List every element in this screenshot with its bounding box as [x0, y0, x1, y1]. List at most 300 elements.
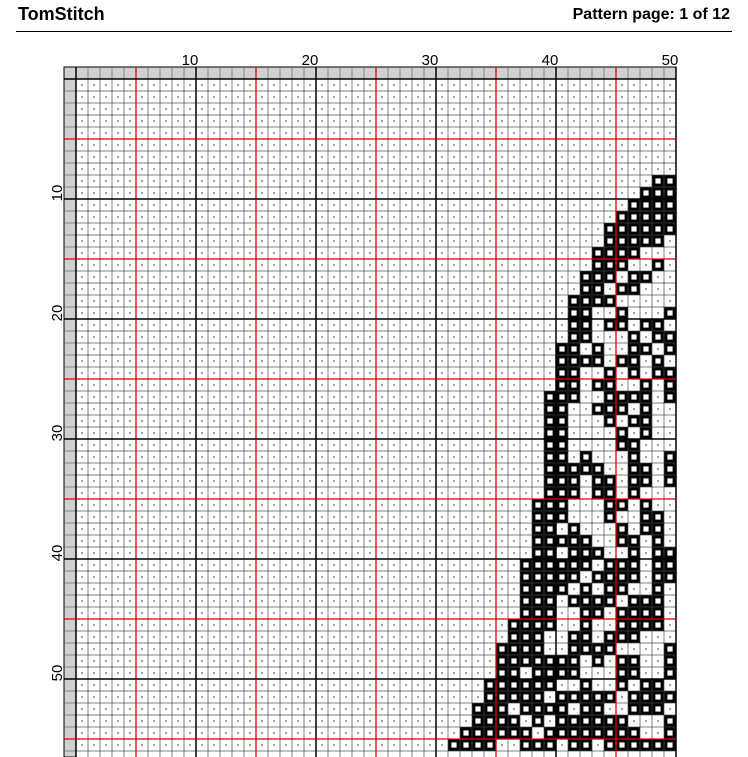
cell-dot	[489, 108, 490, 109]
cell-dot	[309, 396, 310, 397]
cell-dot	[237, 252, 238, 253]
cell-dot	[285, 108, 286, 109]
stitch	[654, 333, 662, 341]
cell-dot	[417, 264, 418, 265]
cell-dot	[621, 168, 622, 169]
cell-dot	[237, 684, 238, 685]
cell-dot	[93, 192, 94, 193]
stitch	[630, 345, 638, 353]
cell-dot	[273, 432, 274, 433]
cell-dot	[165, 588, 166, 589]
cell-dot	[261, 732, 262, 733]
cell-dot	[369, 636, 370, 637]
cell-dot	[213, 612, 214, 613]
cell-dot	[417, 612, 418, 613]
cell-dot	[465, 84, 466, 85]
cell-dot	[513, 396, 514, 397]
cell-dot	[561, 156, 562, 157]
cell-dot	[141, 552, 142, 553]
cell-dot	[405, 192, 406, 193]
cell-dot	[225, 180, 226, 181]
cell-dot	[189, 456, 190, 457]
stitch	[642, 225, 650, 233]
cell-dot	[129, 696, 130, 697]
cell-dot	[213, 120, 214, 121]
cell-dot	[165, 252, 166, 253]
cell-dot	[525, 396, 526, 397]
cell-dot	[177, 204, 178, 205]
column-number-label: 20	[301, 52, 319, 69]
cell-dot	[201, 528, 202, 529]
cell-dot	[249, 468, 250, 469]
cell-dot	[249, 684, 250, 685]
cell-dot	[249, 216, 250, 217]
cell-dot	[453, 564, 454, 565]
cell-dot	[357, 720, 358, 721]
cell-dot	[309, 96, 310, 97]
cell-dot	[585, 120, 586, 121]
cell-dot	[105, 288, 106, 289]
cell-dot	[273, 408, 274, 409]
cell-dot	[513, 324, 514, 325]
cell-dot	[369, 96, 370, 97]
cell-dot	[297, 168, 298, 169]
cell-dot	[477, 396, 478, 397]
cell-dot	[237, 480, 238, 481]
cell-dot	[357, 168, 358, 169]
cell-dot	[225, 576, 226, 577]
cell-dot	[441, 396, 442, 397]
cell-dot	[357, 240, 358, 241]
cell-dot	[645, 96, 646, 97]
cell-dot	[573, 180, 574, 181]
cell-dot	[549, 720, 550, 721]
cell-dot	[405, 144, 406, 145]
cell-dot	[525, 528, 526, 529]
cell-dot	[645, 660, 646, 661]
cell-dot	[141, 312, 142, 313]
cell-dot	[405, 552, 406, 553]
cell-dot	[81, 648, 82, 649]
cell-dot	[333, 276, 334, 277]
cell-dot	[165, 468, 166, 469]
cell-dot	[525, 408, 526, 409]
cell-dot	[261, 96, 262, 97]
cell-dot	[585, 180, 586, 181]
cell-dot	[237, 108, 238, 109]
cell-dot	[573, 240, 574, 241]
cell-dot	[81, 300, 82, 301]
cell-dot	[345, 156, 346, 157]
cell-dot	[309, 264, 310, 265]
cell-dot	[477, 264, 478, 265]
cell-dot	[249, 528, 250, 529]
cell-dot	[273, 444, 274, 445]
cell-dot	[261, 672, 262, 673]
cell-dot	[429, 576, 430, 577]
cell-dot	[189, 540, 190, 541]
stitch	[570, 357, 578, 365]
cell-dot	[477, 384, 478, 385]
cell-dot	[537, 444, 538, 445]
cell-dot	[621, 96, 622, 97]
cell-dot	[309, 708, 310, 709]
cell-dot	[417, 408, 418, 409]
cell-dot	[417, 300, 418, 301]
cell-dot	[585, 156, 586, 157]
cell-dot	[81, 144, 82, 145]
cell-dot	[393, 468, 394, 469]
cell-dot	[201, 360, 202, 361]
cell-dot	[309, 240, 310, 241]
stitch	[582, 357, 590, 365]
cell-dot	[369, 708, 370, 709]
cell-dot	[297, 552, 298, 553]
cell-dot	[321, 324, 322, 325]
cell-dot	[453, 480, 454, 481]
cell-dot	[141, 264, 142, 265]
cell-dot	[441, 144, 442, 145]
cell-dot	[273, 336, 274, 337]
cell-dot	[333, 492, 334, 493]
cell-dot	[453, 252, 454, 253]
cell-dot	[141, 624, 142, 625]
cell-dot	[117, 492, 118, 493]
cell-dot	[117, 84, 118, 85]
cell-dot	[213, 552, 214, 553]
cell-dot	[225, 264, 226, 265]
cell-dot	[633, 312, 634, 313]
cell-dot	[201, 384, 202, 385]
cell-dot	[225, 588, 226, 589]
cell-dot	[225, 624, 226, 625]
cell-dot	[621, 696, 622, 697]
cell-dot	[213, 696, 214, 697]
cell-dot	[117, 204, 118, 205]
stitch	[654, 321, 662, 329]
cell-dot	[561, 612, 562, 613]
stitch	[618, 429, 626, 437]
cell-dot	[441, 420, 442, 421]
cell-dot	[117, 132, 118, 133]
cell-dot	[441, 480, 442, 481]
cell-dot	[285, 240, 286, 241]
stitch	[522, 573, 530, 581]
cell-dot	[453, 528, 454, 529]
cell-dot	[465, 516, 466, 517]
cell-dot	[657, 384, 658, 385]
cell-dot	[657, 156, 658, 157]
cell-dot	[93, 696, 94, 697]
cell-dot	[249, 672, 250, 673]
cell-dot	[333, 216, 334, 217]
stitch	[606, 249, 614, 257]
stitch	[606, 297, 614, 305]
cell-dot	[117, 456, 118, 457]
cell-dot	[297, 660, 298, 661]
cell-dot	[309, 132, 310, 133]
cell-dot	[429, 276, 430, 277]
cell-dot	[141, 84, 142, 85]
cell-dot	[333, 132, 334, 133]
cell-dot	[369, 576, 370, 577]
cell-dot	[177, 348, 178, 349]
stitch	[558, 393, 566, 401]
cell-dot	[273, 252, 274, 253]
cell-dot	[93, 480, 94, 481]
stitch	[654, 213, 662, 221]
cell-dot	[417, 312, 418, 313]
cell-dot	[441, 312, 442, 313]
cell-dot	[117, 420, 118, 421]
cell-dot	[273, 276, 274, 277]
stitch	[618, 441, 626, 449]
cell-dot	[405, 420, 406, 421]
cell-dot	[573, 192, 574, 193]
cell-dot	[153, 444, 154, 445]
cell-dot	[165, 228, 166, 229]
cell-dot	[93, 744, 94, 745]
cell-dot	[657, 96, 658, 97]
stitch	[606, 585, 614, 593]
cell-dot	[597, 108, 598, 109]
cell-dot	[489, 156, 490, 157]
cell-dot	[225, 408, 226, 409]
cell-dot	[165, 696, 166, 697]
stitch	[582, 621, 590, 629]
stitch	[534, 597, 542, 605]
cell-dot	[525, 312, 526, 313]
cell-dot	[297, 720, 298, 721]
cell-dot	[237, 744, 238, 745]
cell-dot	[285, 120, 286, 121]
cell-dot	[381, 240, 382, 241]
cell-dot	[357, 180, 358, 181]
cell-dot	[669, 708, 670, 709]
cell-dot	[117, 228, 118, 229]
cell-dot	[273, 660, 274, 661]
cell-dot	[309, 372, 310, 373]
cell-dot	[285, 588, 286, 589]
cell-dot	[309, 192, 310, 193]
cell-dot	[273, 612, 274, 613]
cell-dot	[453, 132, 454, 133]
cell-dot	[489, 456, 490, 457]
cell-dot	[513, 564, 514, 565]
cell-dot	[597, 132, 598, 133]
cell-dot	[321, 312, 322, 313]
cell-dot	[93, 732, 94, 733]
page-indicator: Pattern page: 1 of 12	[572, 6, 730, 23]
cell-dot	[81, 108, 82, 109]
cell-dot	[549, 192, 550, 193]
cell-dot	[525, 372, 526, 373]
cell-dot	[141, 204, 142, 205]
cell-dot	[309, 312, 310, 313]
cell-dot	[117, 252, 118, 253]
cell-dot	[141, 516, 142, 517]
cell-dot	[501, 552, 502, 553]
cell-dot	[309, 444, 310, 445]
cell-dot	[285, 444, 286, 445]
cell-dot	[333, 708, 334, 709]
cell-dot	[117, 192, 118, 193]
stitch	[654, 237, 662, 245]
cell-dot	[345, 528, 346, 529]
cell-dot	[513, 276, 514, 277]
cell-dot	[429, 216, 430, 217]
cell-dot	[549, 240, 550, 241]
cell-dot	[345, 144, 346, 145]
stitch	[474, 741, 482, 749]
cell-dot	[201, 336, 202, 337]
cell-dot	[333, 156, 334, 157]
stitch	[666, 225, 674, 233]
cell-dot	[465, 156, 466, 157]
cell-dot	[189, 144, 190, 145]
cell-dot	[81, 156, 82, 157]
cell-dot	[117, 360, 118, 361]
cell-dot	[273, 516, 274, 517]
cell-dot	[405, 408, 406, 409]
cell-dot	[93, 276, 94, 277]
cell-dot	[585, 432, 586, 433]
stitch	[582, 333, 590, 341]
cell-dot	[321, 120, 322, 121]
cell-dot	[513, 204, 514, 205]
cell-dot	[333, 264, 334, 265]
cell-dot	[189, 588, 190, 589]
cell-dot	[501, 408, 502, 409]
cell-dot	[489, 216, 490, 217]
cell-dot	[429, 120, 430, 121]
cell-dot	[93, 708, 94, 709]
cell-dot	[213, 348, 214, 349]
cell-dot	[381, 108, 382, 109]
cell-dot	[345, 456, 346, 457]
cell-dot	[261, 600, 262, 601]
stitch	[558, 585, 566, 593]
cell-dot	[441, 672, 442, 673]
cell-dot	[465, 180, 466, 181]
stitch	[570, 489, 578, 497]
cell-dot	[225, 720, 226, 721]
cell-dot	[333, 600, 334, 601]
stitch	[546, 705, 554, 713]
stitch	[546, 441, 554, 449]
cell-dot	[297, 192, 298, 193]
cell-dot	[141, 336, 142, 337]
cell-dot	[477, 588, 478, 589]
cell-dot	[273, 540, 274, 541]
cell-dot	[201, 120, 202, 121]
cell-dot	[357, 144, 358, 145]
cell-dot	[333, 396, 334, 397]
cell-dot	[297, 564, 298, 565]
cell-dot	[489, 168, 490, 169]
stitch	[666, 465, 674, 473]
cell-dot	[177, 732, 178, 733]
cell-dot	[549, 300, 550, 301]
cell-dot	[621, 372, 622, 373]
cell-dot	[249, 372, 250, 373]
cell-dot	[93, 216, 94, 217]
cell-dot	[345, 216, 346, 217]
cell-dot	[357, 552, 358, 553]
stitch	[534, 669, 542, 677]
cell-dot	[393, 96, 394, 97]
cell-dot	[357, 468, 358, 469]
cell-dot	[285, 672, 286, 673]
cell-dot	[189, 276, 190, 277]
cell-dot	[213, 180, 214, 181]
cell-dot	[105, 516, 106, 517]
cell-dot	[657, 648, 658, 649]
cell-dot	[261, 576, 262, 577]
cell-dot	[441, 288, 442, 289]
cell-dot	[465, 372, 466, 373]
cell-dot	[489, 624, 490, 625]
cell-dot	[417, 528, 418, 529]
cell-dot	[393, 636, 394, 637]
cell-dot	[429, 144, 430, 145]
cell-dot	[165, 396, 166, 397]
cell-dot	[249, 552, 250, 553]
cell-dot	[81, 168, 82, 169]
cell-dot	[177, 108, 178, 109]
cell-dot	[321, 240, 322, 241]
cell-dot	[285, 576, 286, 577]
cell-dot	[633, 432, 634, 433]
cell-dot	[333, 540, 334, 541]
cell-dot	[321, 696, 322, 697]
cell-dot	[261, 624, 262, 625]
stitch	[546, 405, 554, 413]
cell-dot	[669, 528, 670, 529]
cell-dot	[429, 624, 430, 625]
cell-dot	[465, 480, 466, 481]
cell-dot	[309, 480, 310, 481]
stitch	[594, 381, 602, 389]
cell-dot	[237, 672, 238, 673]
cell-dot	[237, 528, 238, 529]
cell-dot	[405, 600, 406, 601]
cell-dot	[249, 576, 250, 577]
cell-dot	[237, 180, 238, 181]
cell-dot	[621, 144, 622, 145]
stitch	[618, 633, 626, 641]
cell-dot	[501, 348, 502, 349]
cell-dot	[405, 204, 406, 205]
cell-dot	[585, 240, 586, 241]
cell-dot	[165, 576, 166, 577]
cell-dot	[441, 408, 442, 409]
stitch	[618, 537, 626, 545]
cell-dot	[465, 456, 466, 457]
stitch	[570, 345, 578, 353]
cell-dot	[93, 288, 94, 289]
stitch	[570, 525, 578, 533]
cell-dot	[225, 360, 226, 361]
stitch	[522, 597, 530, 605]
cell-dot	[381, 228, 382, 229]
cell-dot	[429, 672, 430, 673]
cell-dot	[621, 420, 622, 421]
cell-dot	[117, 720, 118, 721]
cell-dot	[249, 516, 250, 517]
cell-dot	[669, 108, 670, 109]
cell-dot	[261, 744, 262, 745]
